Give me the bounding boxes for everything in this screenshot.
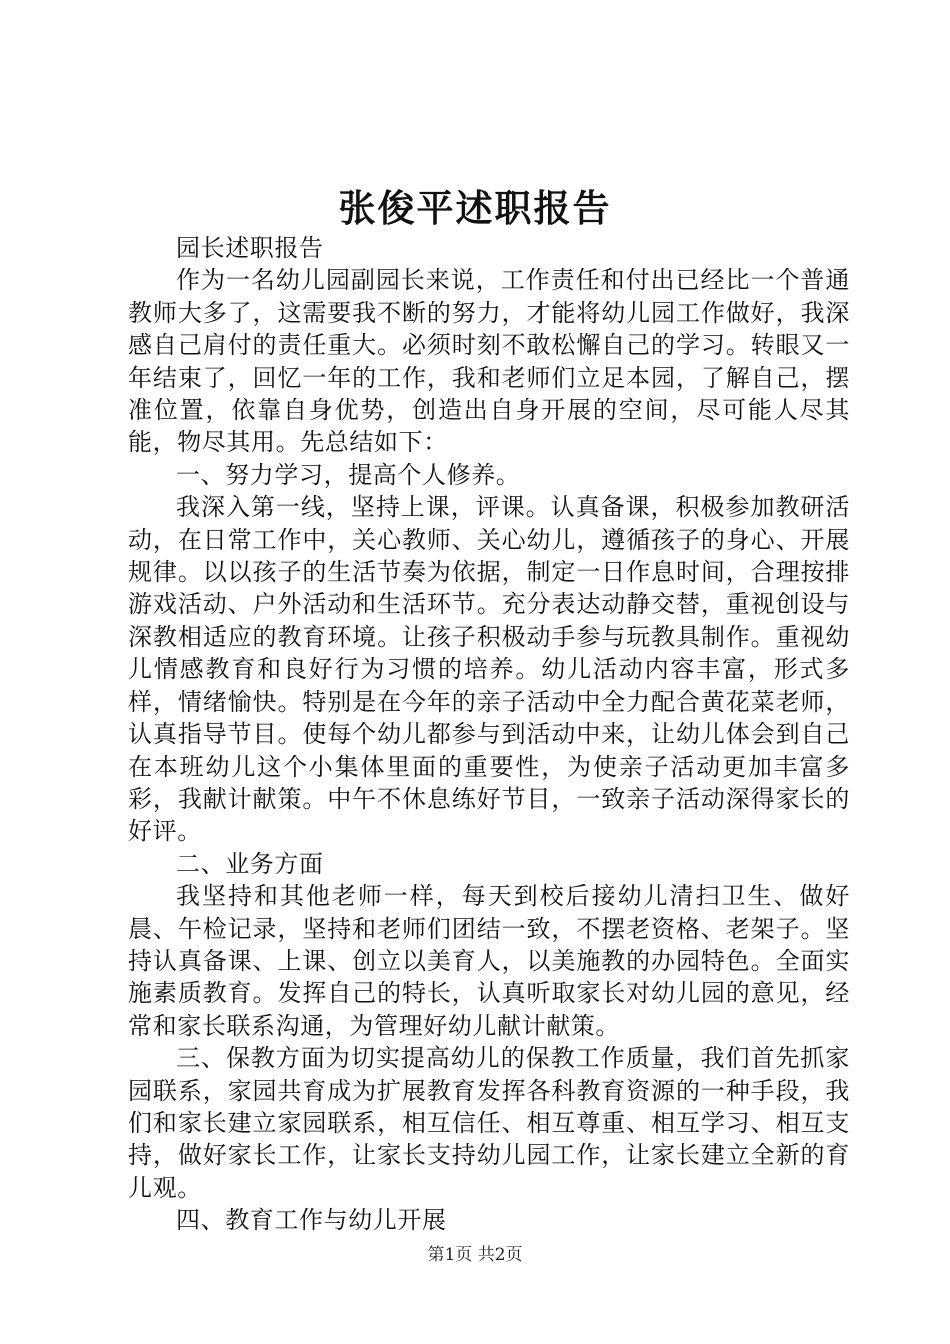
paragraph-heading-label: 园长述职报告 bbox=[176, 234, 324, 262]
section-heading-2: 二、业务方面 bbox=[176, 849, 324, 878]
paragraph-section-1: 我深入第一线，坚持上课，评课。认真备课，积极参加教研活动，在日常工作中，关心教师、关心幼儿，遵循孩子的身心、开展规律。以以孩子的生活节奏为依据，制定一日作息时间，合理按排游戏活动、户外活动和生活环节。充分表达动静交替，重视创设与深教相适应的教育环境。让孩子积极动手参与玩教具制作。重视幼儿情感教育和良好行为习惯的培养。幼儿活动内容丰富，形式多样，情绪愉快。特别是在今年的亲子活动中全力配合黄花菜老师，认真指导节目。使每个幼儿都参与到活动中来，让幼儿体会到自己在本班幼儿这个小集体里面的重要性，为使亲子活动更加丰富多彩，我献计献策。中午不休息练好节目，一致亲子活动深得家长的好评。 bbox=[128, 493, 850, 846]
document-body bbox=[128, 232, 850, 1237]
section-heading-1: 一、努力学习，提高个人修养。 bbox=[176, 460, 521, 489]
paragraph-section-2: 我坚持和其他老师一样，每天到校后接幼儿清扫卫生、做好晨、午检记录，坚持和老师们团结一致，不摆老资格、老架子。坚持认真备课、上课、创立以美育人，以美施教的办园特色。全面实施素质教育。发挥自己的特长，认真听取家长对幼儿园的意见，经常和家长联系沟通，为管理好幼儿献计献策。 bbox=[128, 882, 850, 1040]
paragraph-section-3: 三、保教方面为切实提高幼儿的保教工作质量，我们首先抓家园联系，家园共育成为扩展教育发挥各科教育资源的一种手段，我们和家长建立家园联系，相互信任、相互尊重、相互学习、相互支持，做好家长工作，让家长支持幼儿园工作，让家长建立全新的育儿观。 bbox=[128, 1044, 850, 1202]
paragraph-intro: 作为一名幼儿园副园长来说，工作责任和付出已经比一个普通教师大多了，这需要我不断的努力，才能将幼儿园工作做好，我深感自己肩付的责任重大。必须时刻不敢松懈自己的学习。转眼又一年结束了，回忆一年的工作，我和老师们立足本园，了解自己，摆准位置，依靠自身优势，创造出自身开展的空间，尽可能人尽其能，物尽其用。先总结如下： bbox=[128, 266, 850, 457]
section-heading-4: 四、教育工作与幼儿开展 bbox=[176, 1206, 447, 1235]
document-title: 张俊平述职报告 bbox=[338, 186, 612, 230]
page-footer: 第1页 共2页 bbox=[427, 1245, 523, 1265]
